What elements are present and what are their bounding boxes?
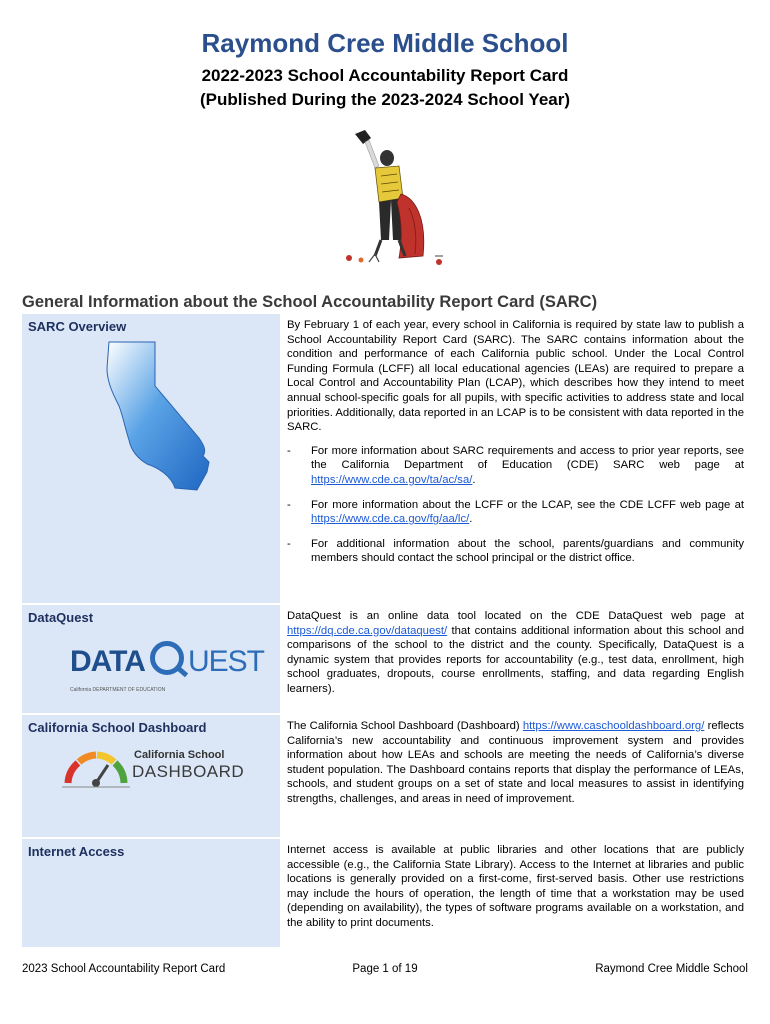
sarc-web-page-link[interactable]: https://www.cde.ca.gov/ta/ac/sa/ [311,473,473,486]
dashboard-logo-line1: California School [134,749,225,761]
dataquest-logo-right: UEST [188,645,265,678]
section-heading: General Information about the School Accountability Report Card (SARC) [22,293,598,311]
internet-access-paragraph: Internet access is available at public libraries and other locations that are publicly accessible (e.g., the California State Library). Access to the Internet at libraries and public locations is generally provided on a first-come, first-served basis. Other use restrictions may include the hours of operation, the length of time that a workstation may be used (depending on availability), the types of software programs available on a workstation, and the ability to print documents. [287,844,744,929]
text-cell [280,838,751,948]
california-map-icon [103,340,223,495]
table-row [22,314,751,604]
dataquest-text-after: that contains additional information about this school and comparisons of the school to the district and the county. Specifically, DataQuest is a dynamic system that provides reports for accountability (e.g., test data, enrollment, high school graduates, dropouts, course enrollments, staffing, and data regarding English learners). [287,624,744,695]
bullet-text [311,498,744,527]
dataquest-link[interactable]: https://dq.cde.ca.gov/dataquest/ [287,624,448,637]
gauge-icon [62,749,132,791]
magnifier-handle [176,666,188,678]
footer-left: 2023 School Accountability Report Card [22,963,226,975]
sarc-overview-paragraph: By February 1 of each year, every school in California is required by state law to publish a School Accountability Report Card (SARC). The SARC contains information about the condition and performance of each California public school. Under the Local Control Funding Formula (LCFF) all local educational agencies (LEAs) are required to prepare a Local Control and Accountability Plan (LCAP), which describes how they intend to meet annual school-specific goals for all pupils, with specific activities to address state and local priorities. Additionally, data reported in an LCAP is to be consistent with data reported in the SARC. [287,319,744,434]
bullet-text-after: . [469,513,473,526]
bullet-text: For additional information about the school, parents/guardians and community members should contact the school principal or the district office. [311,537,744,565]
bullet-dash: - [287,444,291,457]
dataquest-text-before: DataQuest is an online data tool located on the CDE DataQuest web page at [287,610,744,622]
dashboard-text-before: The California School Dashboard (Dashboard) [287,720,523,732]
label-cell [22,314,280,604]
table-row [22,604,751,714]
list-item [287,444,744,488]
list-item [287,498,744,527]
text-cell [280,604,751,714]
label-cell [22,838,280,948]
sarc-info-table [22,314,751,949]
text-cell [280,714,751,838]
table-row [22,714,751,838]
published-line: (Published During the 2023-2024 School Year) [199,90,571,109]
dashboard-logo-line2: DASHBOARD [132,762,245,781]
table-row [22,838,751,948]
dataquest-logo [70,639,265,699]
bullet-text-before: For more information about SARC requirements and access to prior year reports, see the California Department of Education (CDE) SARC web page at [311,444,744,472]
text-cell [280,314,751,604]
row-label-internet-access: Internet Access [28,844,125,859]
dataquest-logo-left: DATA [70,645,145,678]
footer-page-number: Page 1 of 19 [352,963,418,975]
row-label-dataquest: DataQuest [28,610,94,625]
dashboard-link[interactable]: https://www.caschooldashboard.org/ [522,720,705,732]
dashboard-logo [62,745,247,795]
report-title: 2022-2023 School Accountability Report Card [201,66,569,85]
footer-right: Raymond Cree Middle School [595,963,748,975]
dataquest-logo-tagline: California DEPARTMENT OF EDUCATION [70,687,166,693]
lcff-web-page-link[interactable]: https://www.cde.ca.gov/fg/aa/lc/ [311,513,470,526]
school-title: Raymond Cree Middle School [201,28,569,58]
bullet-text-before: For more information about the LCFF or the LCAP, see the CDE LCFF web page at [311,498,744,511]
mascot-illustration [335,128,455,278]
bullet-dash: - [287,537,291,550]
bullet-dash: - [287,498,291,511]
label-cell [22,714,280,838]
label-cell [22,604,280,714]
dashboard-text-after: reflects California’s new accountability and continuous improvement system and provides information about how LEAs and schools are meeting the needs of California’s diverse student population. The Dashboard contains reports that display the performance of LEAs, schools, and student groups on a set of state and local measures to assist in identifying strengths, challenges, and areas in need of improvement. [287,720,744,805]
bullet-text-after: . [472,473,476,486]
row-label-sarc-overview: SARC Overview [28,319,127,334]
list-item [287,537,744,566]
row-label-dashboard: California School Dashboard [28,720,207,735]
bullet-text [311,444,744,488]
